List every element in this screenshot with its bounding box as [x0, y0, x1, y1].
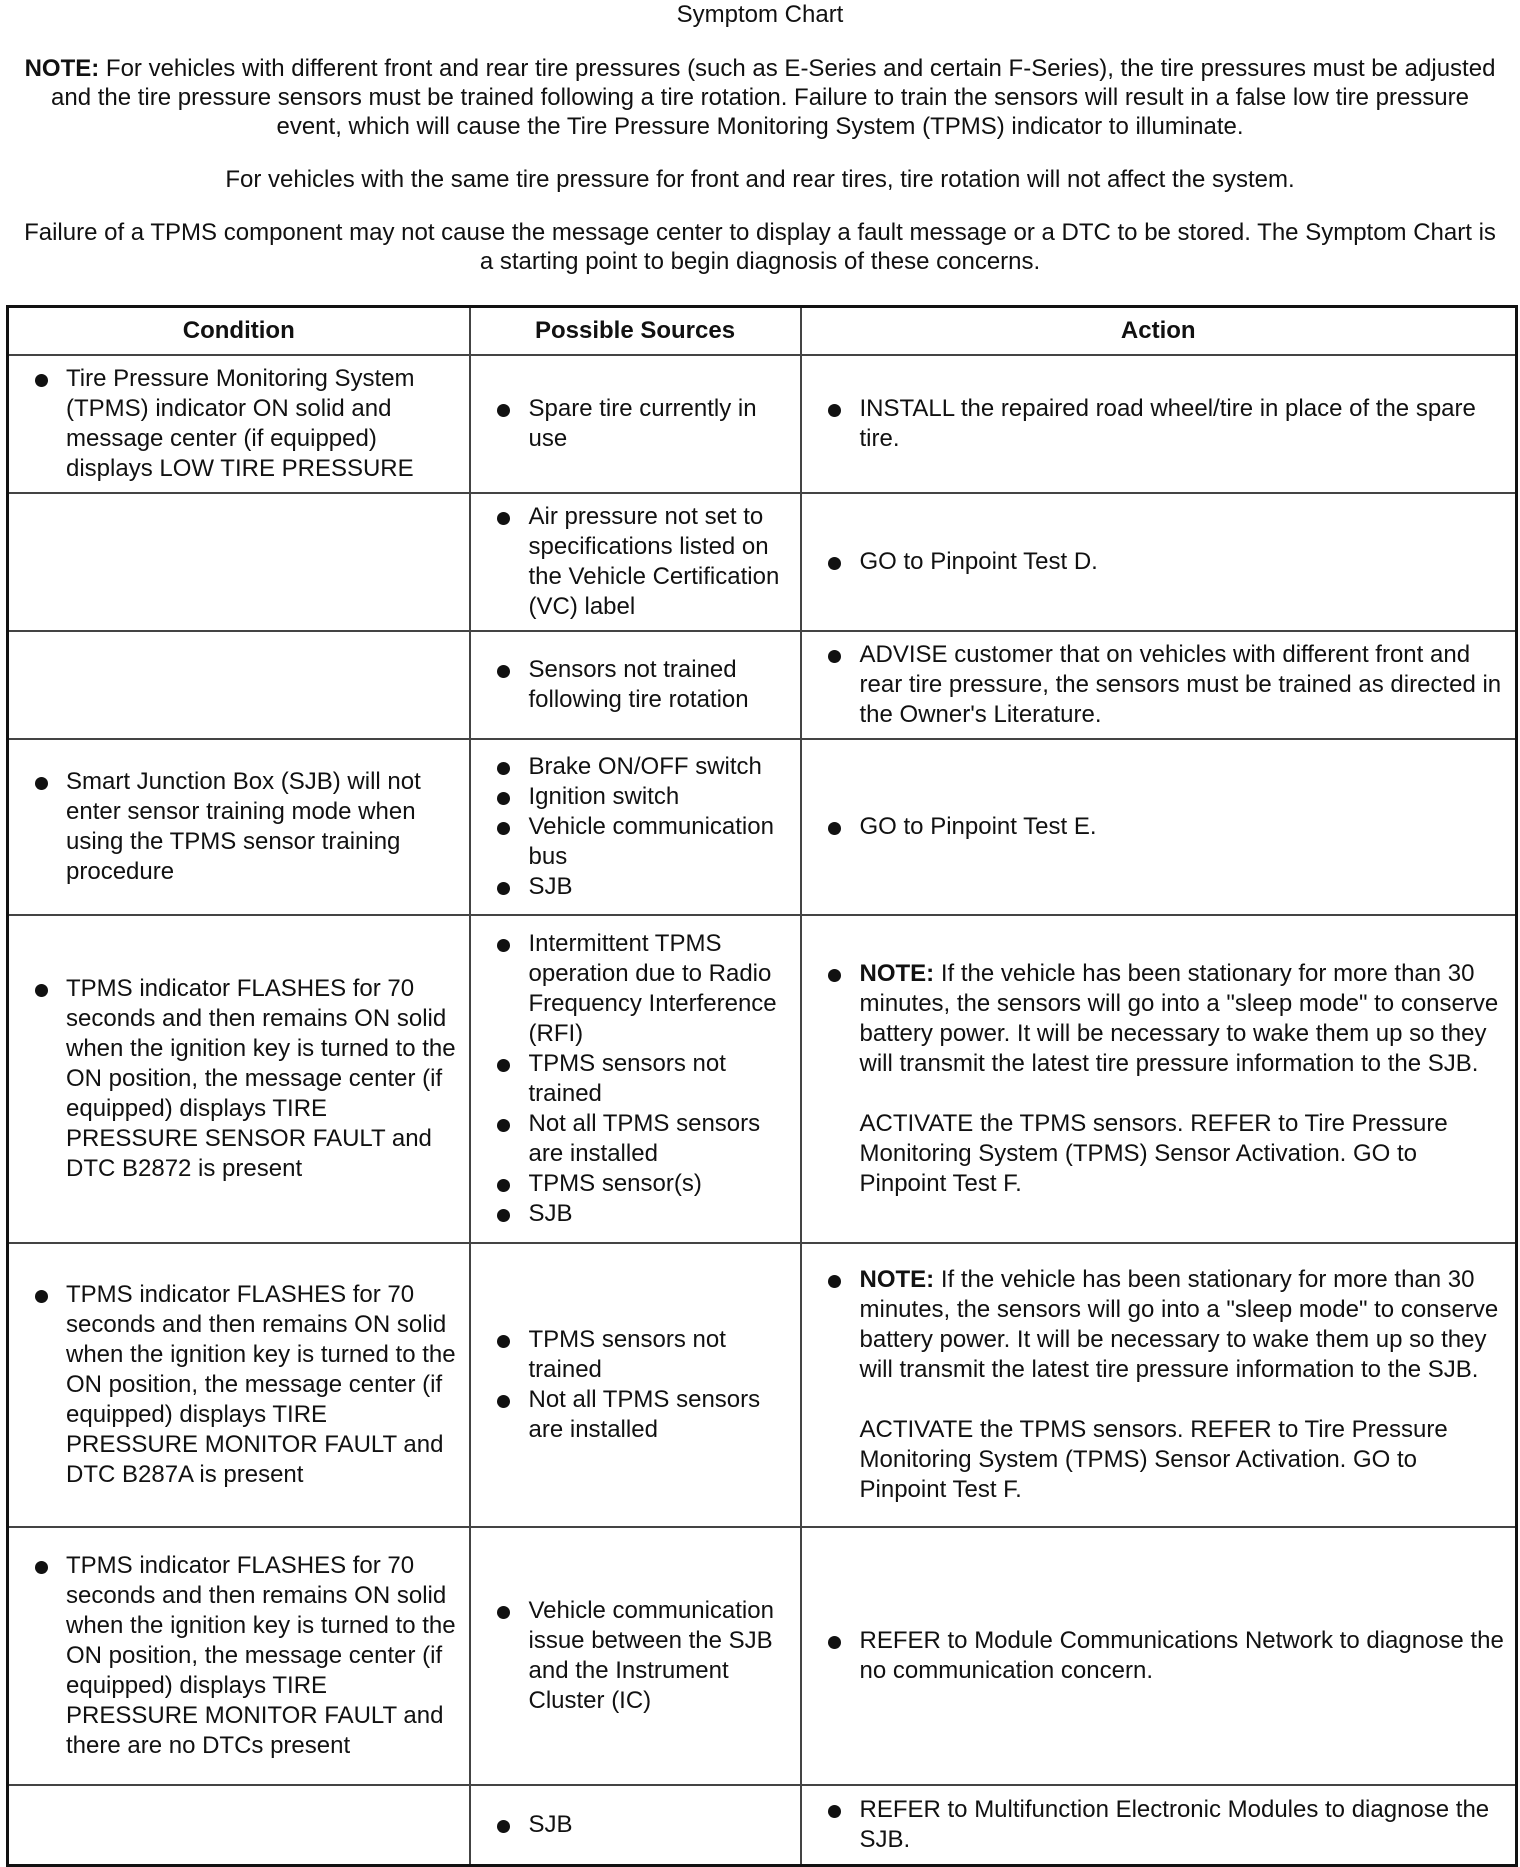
header-possible-sources: Possible Sources — [470, 307, 801, 356]
source-item: TPMS sensors not trained — [471, 1049, 792, 1109]
possible-sources-cell — [470, 631, 801, 739]
possible-sources-cell — [470, 355, 801, 493]
action-cell — [801, 631, 1517, 739]
source-item: Ignition switch — [471, 782, 792, 812]
action-cell — [801, 493, 1517, 631]
action-cell — [801, 1527, 1517, 1785]
action-note-text: If the vehicle has been stationary for more than 30 minutes, the sensors will go into a "sleep mode" to conserve battery power. It will be necessary to wake them up so they will transmit the latest tire pressure information to the SJB. — [859, 1266, 1499, 1383]
action-text: ADVISE customer that on vehicles with different front and rear tire pressure, the sensors must be trained as directed in the Owner's Literature. — [802, 640, 1508, 730]
table-row — [8, 1785, 1517, 1865]
source-item: SJB — [471, 1199, 792, 1229]
possible-sources-cell — [470, 1527, 801, 1785]
possible-sources-cell — [470, 1785, 801, 1865]
possible-sources-cell — [470, 739, 801, 915]
source-item: SJB — [471, 872, 792, 902]
action-text: GO to Pinpoint Test E. — [802, 812, 1508, 842]
table-row — [8, 1527, 1517, 1785]
header-condition: Condition — [8, 307, 470, 356]
table-row — [8, 631, 1517, 739]
source-item: Not all TPMS sensors are installed — [471, 1385, 792, 1445]
action-cell — [801, 1785, 1517, 1865]
source-item: TPMS sensors not trained — [471, 1325, 792, 1385]
info-paragraph-1: For vehicles with the same tire pressure for front and rear tires, tire rotation will not affect the system. — [225, 166, 1295, 193]
condition-cell — [8, 1527, 470, 1785]
condition-cell — [8, 739, 470, 915]
action-cell — [801, 739, 1517, 915]
action-note-text: If the vehicle has been stationary for more than 30 minutes, the sensors will go into a "sleep mode" to conserve battery power. It will be necessary to wake them up so they will transmit the latest tire pressure information to the SJB. — [859, 960, 1499, 1077]
action-extra-text: ACTIVATE the TPMS sensors. REFER to Tire Pressure Monitoring System (TPMS) Sensor Activation. GO to Pinpoint Test F. — [859, 1110, 1448, 1197]
source-item: Sensors not trained following tire rotation — [471, 655, 792, 715]
note-text: For vehicles with different front and rear tire pressures (such as E-Series and certain F-Series), the tire pressures must be adjusted and the tire pressure sensors must be trained following a tire rotation. Failure to train the sensors will result in a false low tire pressure event, which will cause the Tire Pressure Monitoring System (TPMS) indicator to illuminate. — [51, 55, 1496, 140]
source-item: TPMS sensor(s) — [471, 1169, 792, 1199]
action-extra-text: ACTIVATE the TPMS sensors. REFER to Tire Pressure Monitoring System (TPMS) Sensor Activation. GO to Pinpoint Test F. — [859, 1416, 1448, 1503]
source-item: Brake ON/OFF switch — [471, 752, 792, 782]
source-item: Spare tire currently in use — [471, 394, 792, 454]
header-action: Action — [801, 307, 1517, 356]
condition-text: TPMS indicator FLASHES for 70 seconds and then remains ON solid when the ignition key is turned to the ON position, the message center (if equipped) displays TIRE PRESSURE MONITOR FAULT and DTC B287A is present — [9, 1280, 461, 1490]
possible-sources-cell — [470, 493, 801, 631]
table-row — [8, 739, 1517, 915]
condition-cell — [8, 915, 470, 1243]
possible-sources-cell — [470, 1243, 801, 1527]
source-item: SJB — [471, 1810, 792, 1840]
condition-text: TPMS indicator FLASHES for 70 seconds and then remains ON solid when the ignition key is turned to the ON position, the message center (if equipped) displays TIRE PRESSURE MONITOR FAULT and there are no DTCs present — [9, 1551, 461, 1761]
possible-sources-cell — [470, 915, 801, 1243]
condition-cell — [8, 1785, 470, 1865]
source-item: Vehicle communication bus — [471, 812, 792, 872]
condition-cell — [8, 493, 470, 631]
table-header-row — [8, 307, 1517, 356]
action-text: INSTALL the repaired road wheel/tire in place of the spare tire. — [802, 394, 1508, 454]
condition-cell — [8, 631, 470, 739]
condition-cell — [8, 355, 470, 493]
source-item: Air pressure not set to specifications listed on the Vehicle Certification (VC) label — [471, 502, 792, 622]
source-item: Vehicle communication issue between the SJB and the Instrument Cluster (IC) — [471, 1596, 792, 1716]
condition-cell — [8, 1243, 470, 1527]
source-item: Not all TPMS sensors are installed — [471, 1109, 792, 1169]
action-cell — [801, 355, 1517, 493]
action-note-label: NOTE: — [859, 960, 935, 987]
note-label: NOTE: — [24, 55, 100, 82]
action-text: REFER to Multifunction Electronic Modules to diagnose the SJB. — [802, 1795, 1508, 1855]
action-text — [802, 1265, 1508, 1385]
source-item: Intermittent TPMS operation due to Radio Frequency Interference (RFI) — [471, 929, 792, 1049]
table-row — [8, 355, 1517, 493]
table-row — [8, 493, 1517, 631]
condition-text: Smart Junction Box (SJB) will not enter sensor training mode when using the TPMS sensor training procedure — [9, 767, 461, 887]
action-text — [802, 959, 1508, 1079]
table-row — [8, 915, 1517, 1243]
action-cell — [801, 915, 1517, 1243]
action-note-label: NOTE: — [859, 1266, 935, 1293]
condition-text: Tire Pressure Monitoring System (TPMS) indicator ON solid and message center (if equipped) displays LOW TIRE PRESSURE — [9, 364, 461, 484]
note-paragraph — [16, 54, 1504, 141]
action-text: REFER to Module Communications Network to diagnose the no communication concern. — [802, 1626, 1508, 1686]
page-title: Symptom Chart — [676, 1, 844, 28]
action-text: GO to Pinpoint Test D. — [802, 547, 1508, 577]
table-row — [8, 1243, 1517, 1527]
info-paragraph-2: Failure of a TPMS component may not cause the message center to display a fault message or a DTC to be stored. The Symptom Chart is a starting point to begin diagnosis of these concerns. — [24, 219, 1496, 275]
condition-text: TPMS indicator FLASHES for 70 seconds and then remains ON solid when the ignition key is turned to the ON position, the message center (if equipped) displays TIRE PRESSURE SENSOR FAULT and DTC B2872 is present — [9, 974, 461, 1184]
symptom-chart-table — [6, 305, 1518, 1867]
action-cell — [801, 1243, 1517, 1527]
